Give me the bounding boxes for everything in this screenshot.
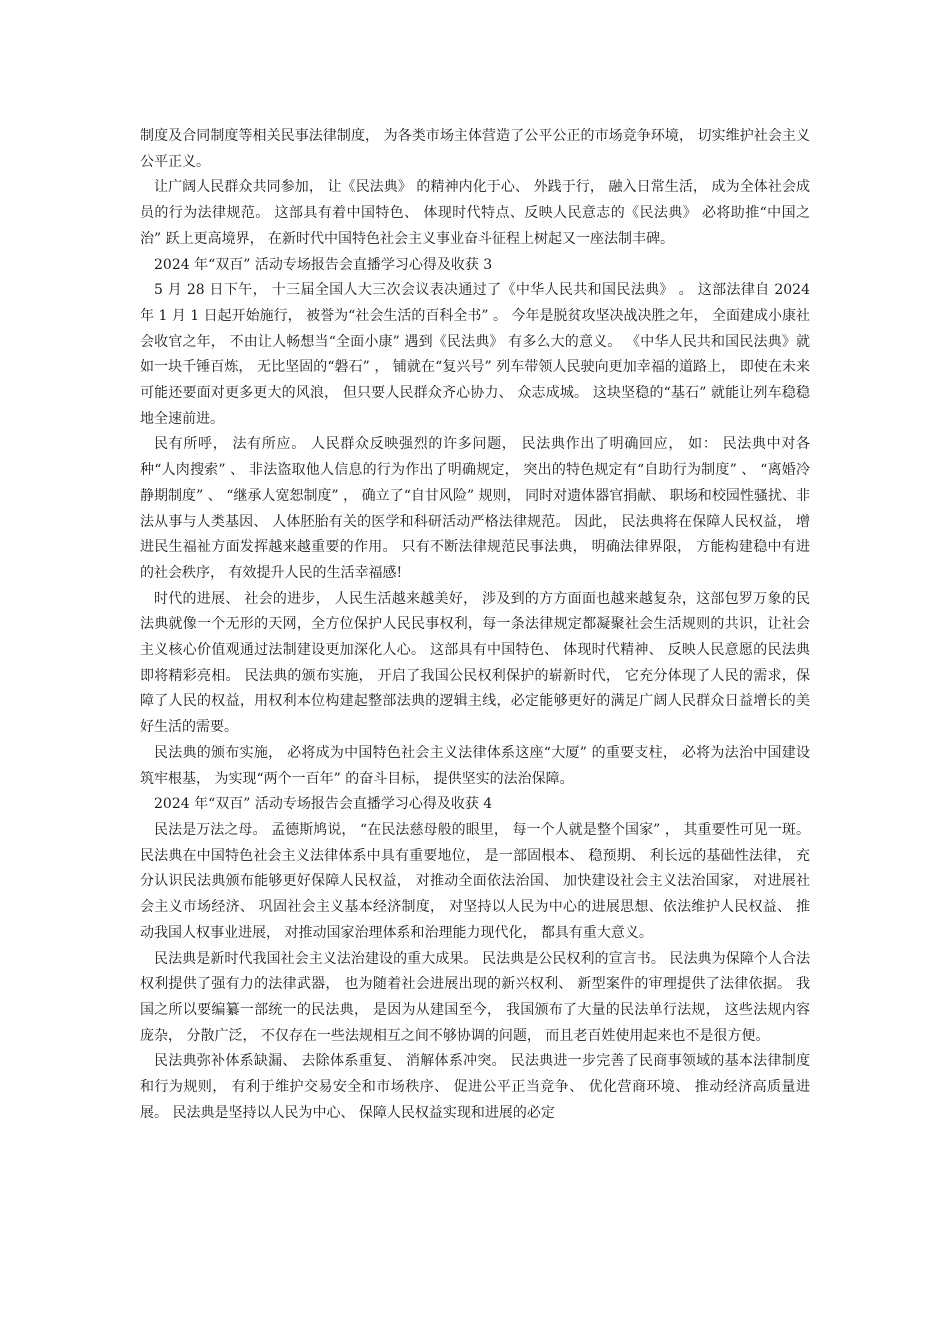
paragraph: 让广阔人民群众共同参加， 让《民法典》 的精神内化于心、 外践于行， 融入日常生活， 成为全体社会成员的行为法律规范。 这部具有着中国特色、 体现时代特点、反映人民意志的《民法典》 必将助推“中国之治” 跃上更高境界， 在新时代中国特色社会主义事业奋斗征程上树起又一座法制丰碑。: [140, 179, 810, 247]
paragraph: 民法典是新时代我国社会主义法治建设的重大成果。 民法典是公民权利的宣言书。 民法典为保障个人合法权利提供了强有力的法律武器， 也为随着社会进展出现的新兴权利、 新型案件的审理提供了法律依据。 我国之所以要编纂一部统一的民法典， 是因为从建国至今， 我国颁布了大量的民法单行法规， 这些法规内容庞杂， 分散广泛， 不仅存在一些法规相互之间不够协调的问题， 而且老百姓使用起来也不是很方便。: [140, 950, 810, 1044]
paragraph: 民法典弥补体系缺漏、 去除体系重复、 消解体系冲突。 民法典进一步完善了民商事领域的基本法律制度和行为规则， 有利于维护交易安全和市场秩序、 促进公平正当竞争、 优化营商环境、 推动经济高质量进展。 民法典是坚持以人民为中心、 保障人民权益实现和进展的必定: [140, 1053, 810, 1121]
paragraph: 民有所呼， 法有所应。 人民群众反映强烈的许多问题， 民法典作出了明确回应， 如： 民法典中对各种“人肉搜索” 、 非法盗取他人信息的行为作出了明确规定， 突出的特色规定有“自助行为制度” 、 “离婚冷静期制度” 、 “继承人宽恕制度” ， 确立了“自甘风险” 规则， 同时对遗体器官捐献、 职场和校园性骚扰、非法从事与人类基因、 人体胚胎有关的医学和科研活动严格法律规范。 因此， 民法典将在保障人民权益， 增进民生福祉方面发挥越来越重要的作用。 只有不断法律规范民事法典， 明确法律界限， 方能构建稳中有进的社会秩序， 有效提升人民的生活幸福感!: [140, 436, 810, 581]
paragraph-continuation: 制度及合同制度等相关民事法律制度， 为各类市场主体营造了公平公正的市场竞争环境， 切实维护社会主义公平正义。: [140, 128, 810, 170]
document-body: [140, 124, 810, 1126]
paragraph: 民法是万法之母。 孟德斯鸠说， “在民法慈母般的眼里， 每一个人就是整个国家” ， 其重要性可见一斑。 民法典在中国特色社会主义法律体系中具有重要地位， 是一部固根本、 稳预期、 利长远的基础性法律， 充分认识民法典颁布能够更好保障人民权益， 对推动全面依法治国、 加快建设社会主义法治国家， 对进展社会主义市场经济、 巩固社会主义基本经济制度， 对坚持以人民为中心的进展思想、依法维护人民权益、 推动我国人权事业进展， 对推动国家治理体系和治理能力现代化， 都具有重大意义。: [140, 821, 810, 941]
paragraph: 5 月 28 日下午， 十三届全国人大三次会议表决通过了《中华人民共和国民法典》 。 这部法律自 2024 年 1 月 1 日起开始施行， 被誉为“社会生活的百科全书” 。 今年是脱贫攻坚决战决胜之年， 全面建成小康社会收官之年， 不由让人畅想当“全面小康” 遇到《民法典》 有多么大的意义。 《中华人民共和国民法典》就如一块千锤百炼， 无比坚固的“磐石” ， 铺就在“复兴号” 列车带领人民驶向更加幸福的道路上， 即使在未来可能还要面对更多更大的风浪， 但只要人民群众齐心协力、 众志成城。 这块坚稳的“基石” 就能让列车稳稳地全速前进。: [140, 282, 810, 427]
paragraph: 民法典的颁布实施， 必将成为中国特色社会主义法律体系这座“大厦” 的重要支柱， 必将为法治中国建设筑牢根基， 为实现“两个一百年” 的奋斗目标， 提供坚实的法治保障。: [140, 744, 810, 787]
section-heading-3: 2024 年“双百” 活动专场报告会直播学习心得及收获 3: [154, 256, 493, 273]
section-heading-4: 2024 年“双百” 活动专场报告会直播学习心得及收获 4: [154, 796, 493, 813]
paragraph: 时代的进展、 社会的进步， 人民生活越来越美好， 涉及到的方方面面也越来越复杂，这部包罗万象的民法典就像一个无形的天网，全方位保护人民民事权利，每一条法律规定都凝聚社会生活规则的共识，让社会主义核心价值观通过法制建设更加深化人心。 这部具有中国特色、 体现时代精神、 反映人民意愿的民法典即将精彩亮相。 民法典的颁布实施， 开启了我国公民权利保护的崭新时代， 它充分体现了人民的需求，保障了人民的权益，用权利本位构建起整部法典的逻辑主线，必定能够更好的满足广阔人民群众日益增长的美好生活的需要。: [140, 590, 810, 736]
